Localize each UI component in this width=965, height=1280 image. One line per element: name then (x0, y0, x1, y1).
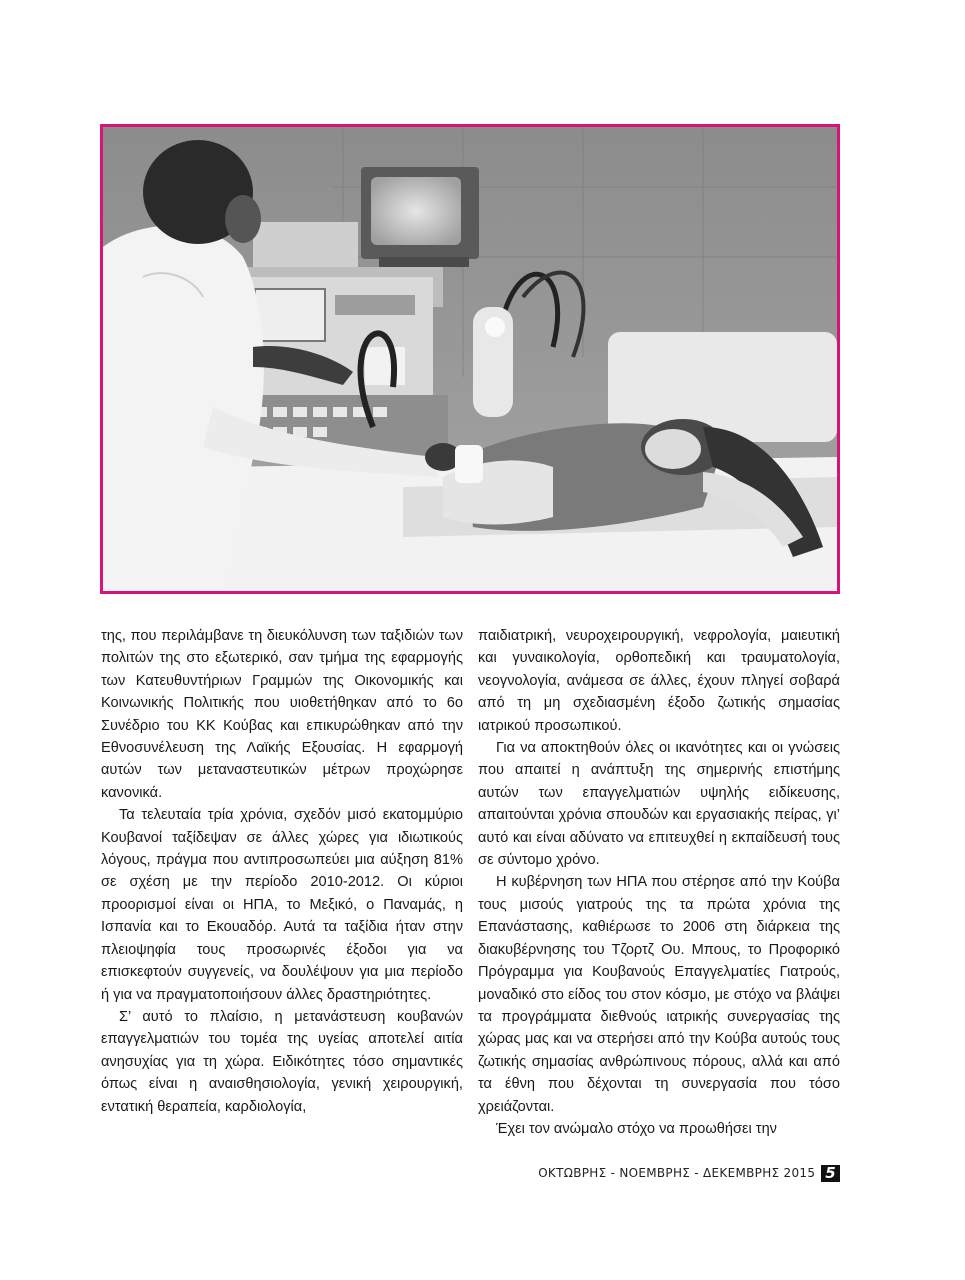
paragraph: Για να αποκτηθούν όλες οι ικανότητες και οι γνώσεις που απαιτεί η ανάπτυξη της σημερινής επιστήμης αυτών των επαγγελματιών υψηλής ειδίκευσης, απαιτούνται χρόνια σπουδών και εργασιακής πείρας, γι’ αυτό και είναι αδύνατο να επιτευχθεί η εκπαίδευσή τους σε σύντομο χρόνο. (478, 740, 840, 869)
paragraph: Σ’ αυτό το πλαίσιο, η μετανάστευση κουβανών επαγγελματιών του τομέα της υγείας αποτελεί αιτία ανησυχίας για τη χώρα. Ειδικότητες τόσο σημαντικές όπως είναι η αναισθησιολογία, γενική χειρουργική, εντατική θεραπεία, καρδιολογία, (101, 1008, 463, 1115)
issue-date: ΟΚΤΩΒΡΗΣ - ΝΟΕΜΒΡΗΣ - ΔΕΚΕΜΒΡΗΣ 2015 (538, 1166, 816, 1180)
page-number: 5 (821, 1165, 840, 1182)
paragraph: Έχει τον ανώμαλο στόχο να προωθήσει την (496, 1120, 777, 1137)
paragraph: της, που περιλάμβανε τη διευκόλυνση των ταξιδιών των πολιτών της στο εξωτερικό, σαν τμήμα της εφαρμογής των Κατευθυντήριων Γραμμών της Οικονομικής και Κοινωνικής Πολιτικής που υιοθετήθηκαν από το 6ο Συνέδριο του ΚΚ Κούβας και επικυρώθηκαν από την Εθνοσυνέλευση της Λαϊκής Εξουσίας. Η εφαρμογή αυτών των μεταναστευτικών μέτρων προχώρησε κανονικά. (101, 628, 463, 801)
page-footer (520, 1163, 840, 1183)
paragraph: Τα τελευταία τρία χρόνια, σχεδόν μισό εκατομμύριο Κουβανοί ταξίδεψαν σε άλλες χώρες για ιδιωτικούς λόγους, πράγμα που αντιπροσωπεύει μια αύξηση 81% σε σχέση με την περίοδο 2010-2012. Οι κύριοι προορισμοί είναι οι ΗΠΑ, το Μεξικό, ο Παναμάς, η Ισπανία και το Εκουαδόρ. Αυτά τα ταξίδια ήταν στην πλειοψηφία τους προσωρινές έξοδοι για να επισκεφτούν συγγενείς, να δουλέψουν για μια περίοδο ή για να πραγματοποιήσουν άλλες δραστηριότητες. (101, 807, 463, 1003)
paragraph: Η κυβέρνηση των ΗΠΑ που στέρησε από την Κούβα τους μισούς γιατρούς της τα πρώτα χρόνια της Επανάστασης, καθιέρωσε το 2006 στη διάρκεια της διακυβέρνησης του Τζορτζ Ου. Μπους, το Προφορικό Πρόγραμμα για Κουβανούς Επαγγελματίες Γιατρούς, μοναδικό στο είδος του στον κόσμο, με στόχο να βλάψει τα προγράμματα διεθνούς ιατρικής συνεργασίας της χώρας μας και να στερήσει από την Κούβα αυτούς τους ζωτικής σημασίας ανθρώπινους πόρους, αλλά και από τα έθνη που δέχονται τη συνεργασία που τόσο χρειάζονται. (478, 874, 840, 1115)
paragraph: παιδιατρική, νευροχειρουργική, νεφρολογία, μαιευτική και γυναικολογία, ορθοπεδική και τραυματολογία, νεογνολογία, ανάμεσα σε άλλες, έχουν πληγεί σοβαρά από τη μη σχεδιασμένη έξοδο ζωτικής σημασίας ιατρικού προσωπικού. (478, 628, 840, 734)
left-text-column (101, 625, 463, 1118)
ultrasound-exam-photo (103, 127, 837, 591)
right-text-column (478, 625, 840, 1140)
article-photo (100, 124, 840, 594)
